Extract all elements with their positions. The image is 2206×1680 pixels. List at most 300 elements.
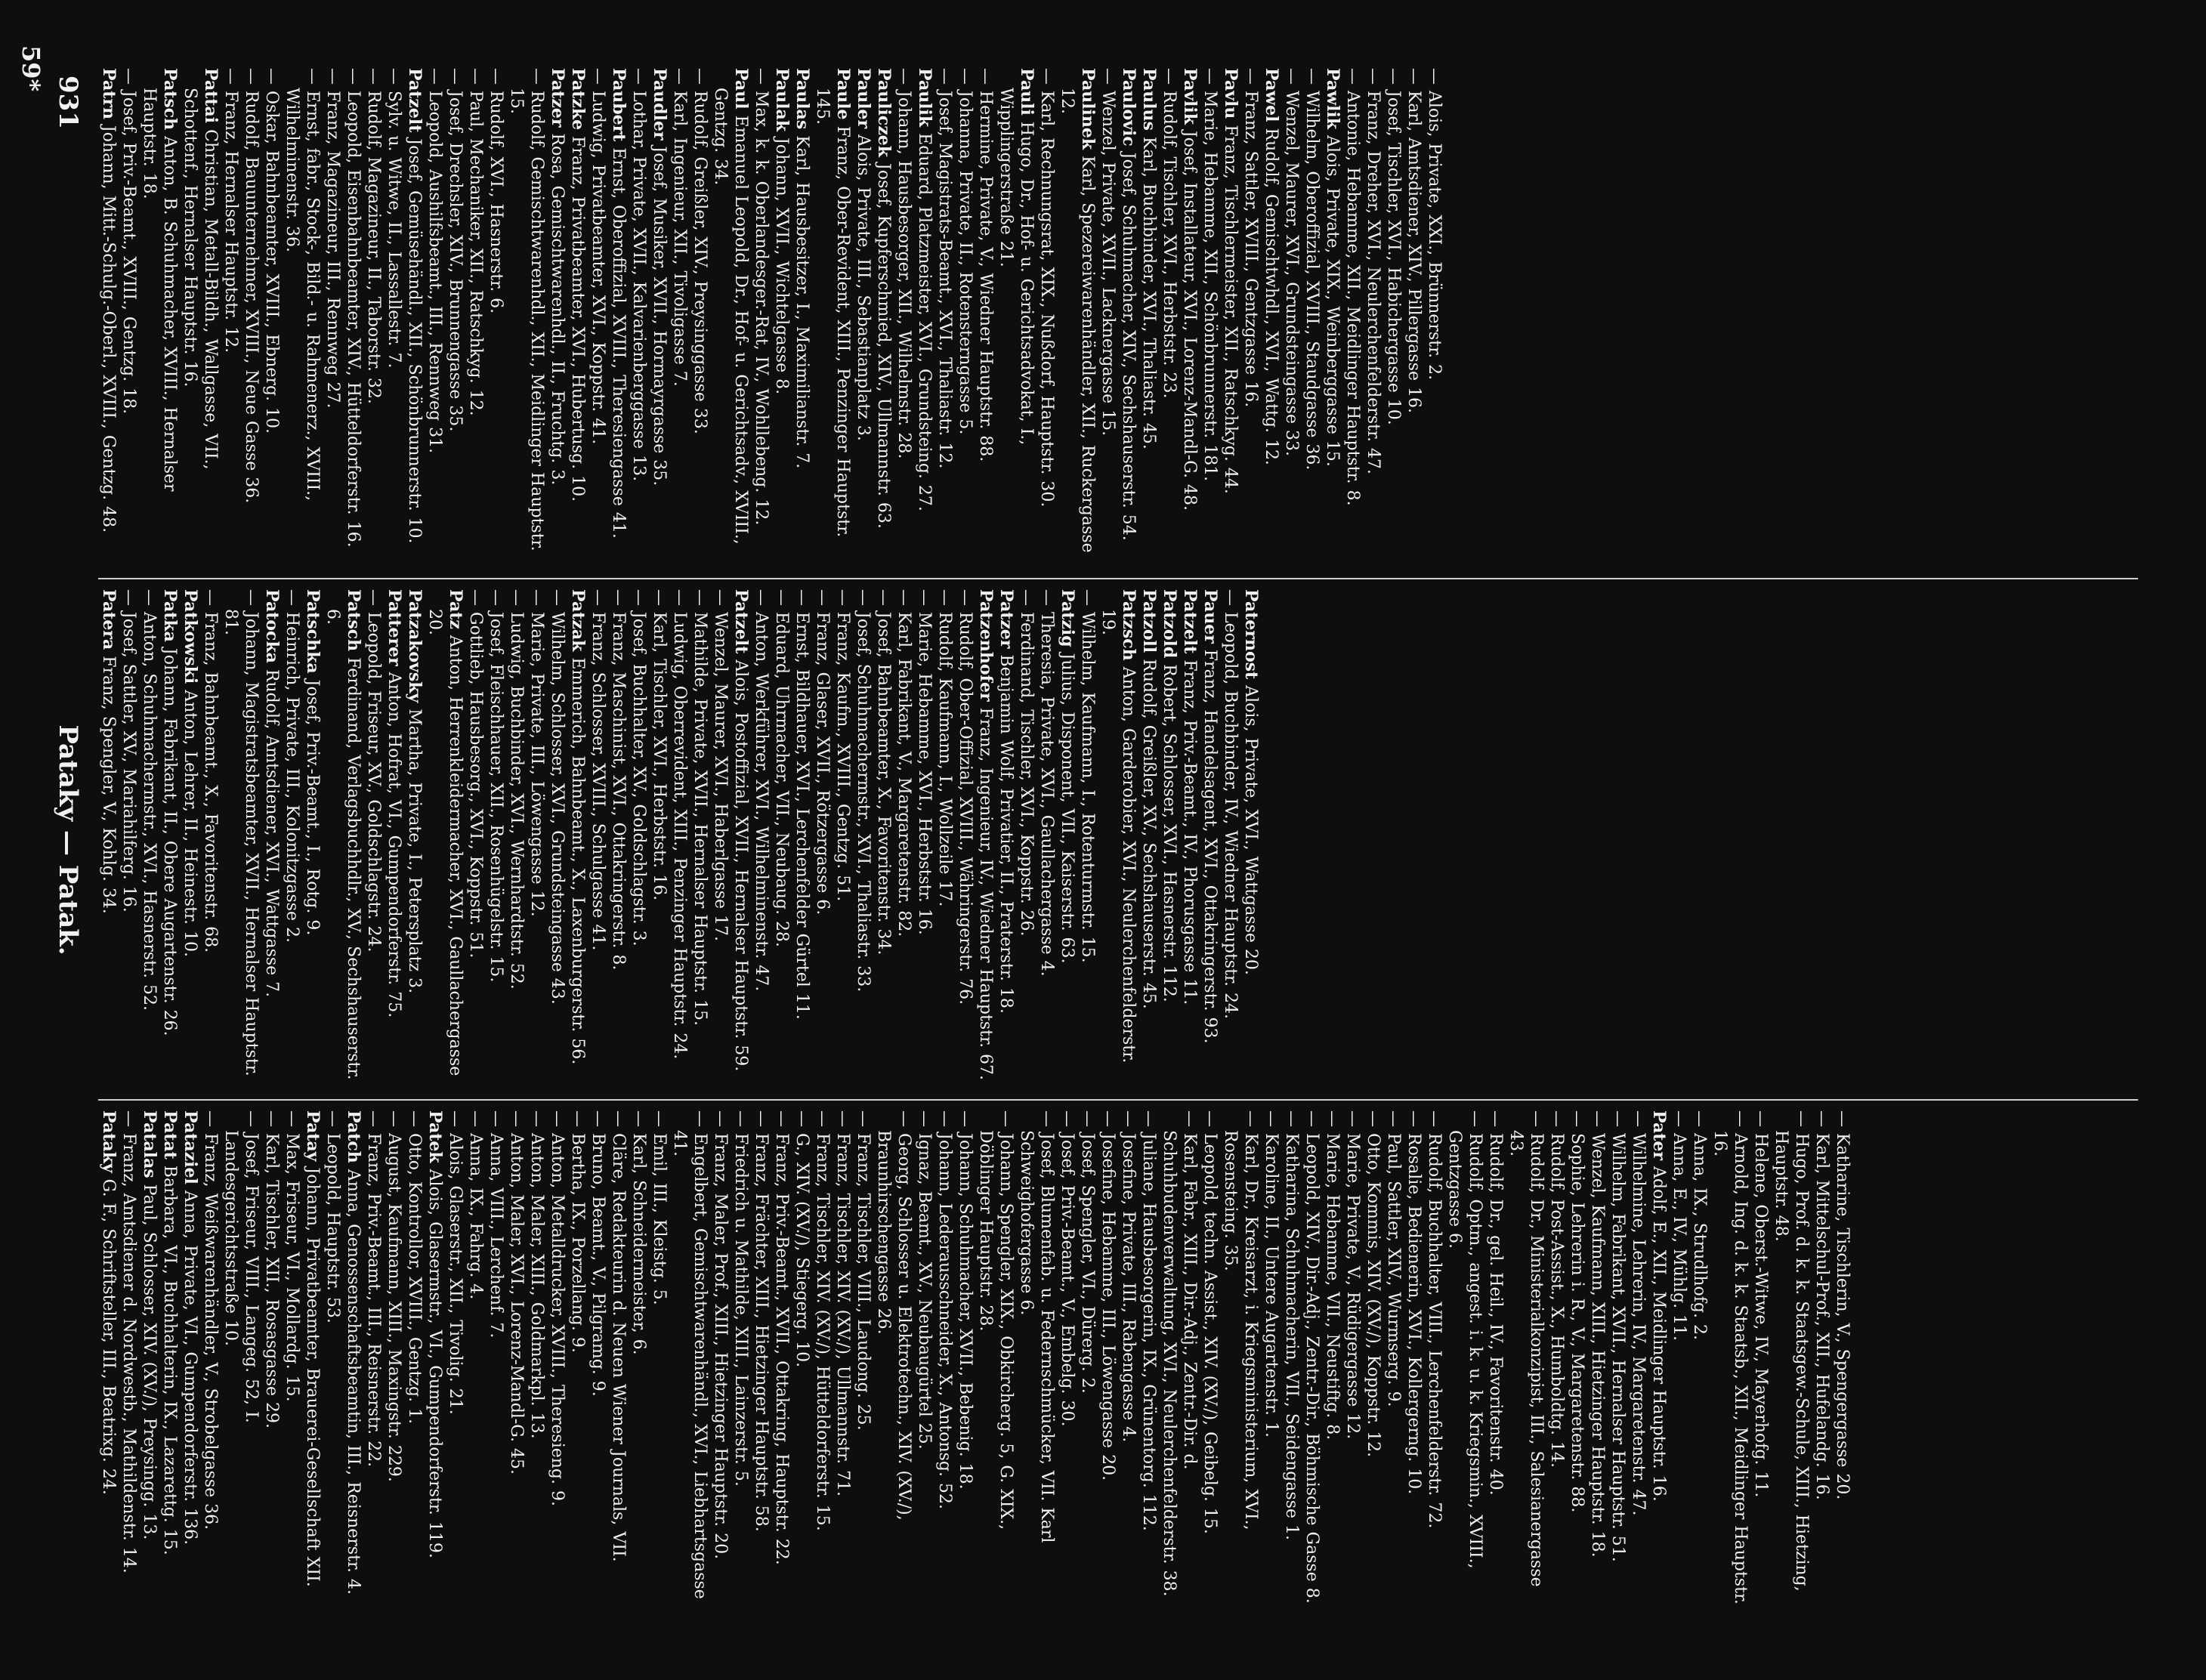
entry-details: Karl, Hausbesitzer, I., Maximilianstr. 7. [792, 135, 811, 469]
directory-entry [465, 589, 486, 1088]
entry-details: Josef, Friseur, VIII., Langeg. 52, I. Landesgerichtsstraße 10. [221, 1130, 261, 1423]
signature-mark: 59* [17, 45, 45, 92]
directory-entry [1587, 1110, 1608, 1609]
entry-details: Josef, Priv.-Beamt., I., Rotg. 9. [303, 679, 322, 936]
directory-entry [1812, 1110, 1832, 1609]
entry-details: Josef, Sattler, XV., Mariahilferg. 16. [119, 612, 138, 913]
entry-dash: — [548, 589, 567, 612]
directory-entry [1771, 1110, 1812, 1609]
entry-details: Karl, Amtsdiener, XIV., Pillergasse 16. [1404, 91, 1423, 413]
entry-details: Ferdinand, Verlagsbuchhdlr., XV., Sechshauserstr. 6. [323, 609, 363, 1080]
directory-entry [1669, 1110, 1689, 1609]
entry-dash: — [568, 1110, 587, 1133]
entry-details: Karl, Tischler, XVI., Herbststr. 16. [650, 612, 669, 901]
directory-entry [343, 1110, 363, 1609]
entry-dash: — [507, 1110, 526, 1133]
entry-details: Cläre, Redakteurin d. Neuen Wiener Journals, VII. [609, 1133, 628, 1562]
entry-details: Katharine, Tischlerin, V., Spengergasse 20. [1833, 1133, 1852, 1500]
entry-dash: — [1262, 1110, 1281, 1133]
directory-entry [486, 68, 506, 567]
directory-entry [221, 1110, 261, 1609]
entry-details: Franz, Hernalser Hauptstr. 12. [221, 91, 240, 354]
entry-details: Hugo, Dr., Hof- u. Gerichtsadvokat, I., Wipplingerstraße 21. [996, 88, 1036, 446]
directory-entry [404, 589, 425, 1088]
entry-dash: — [935, 589, 954, 612]
entry-dash: — [527, 589, 546, 612]
directory-entry [404, 68, 425, 567]
directory-entry [1261, 1110, 1281, 1609]
directory-entry [1240, 589, 1261, 1088]
entry-details: Ludwig, Oberrevident, XIII., Penzinger Hauptstr. 24. [670, 612, 689, 1060]
entry-details: Alois, Glasermstr., VI., Gumpendorferstr. 119. [425, 1169, 444, 1558]
directory-entry [98, 68, 119, 567]
entry-details: Rudolf, Greißler, XV., Sechshauserstr. 45. [1139, 659, 1158, 1009]
directory-entry [669, 1110, 710, 1609]
entry-details: Franz, Magazineur, III., Rennweg 27. [323, 91, 342, 409]
directory-entry [771, 1110, 792, 1609]
entry-details: Wilhelm, Kaufmann, I., Rotenturmstr. 15. [1078, 612, 1097, 963]
directory-entry [221, 68, 241, 567]
entry-details: Ferdinand, Tischler, XVI., Koppstr. 26. [1017, 612, 1036, 937]
entry-dash: — [772, 589, 791, 612]
entry-details: Ludwig, Privatbeamter, XVI., Koppstr. 41. [589, 91, 607, 445]
directory-entry [180, 68, 221, 567]
entry-surname: Paulas [792, 68, 812, 130]
entry-dash: — [1180, 1110, 1199, 1133]
directory-entry [119, 589, 139, 1088]
entry-details: Josef, Tischler, XVI., Habichergasse 10. [1384, 91, 1403, 425]
directory-entry [261, 68, 282, 567]
directory-entry [1077, 1110, 1098, 1609]
entry-dash: — [1078, 589, 1097, 612]
entry-details: Franz, Glaser, XVII., Rötzergasse 6. [813, 612, 832, 916]
entry-details: Lothar, Private, XVII., Kalvarienberggasse 13. [629, 91, 648, 482]
entry-dash: — [976, 68, 995, 91]
entry-details: Oskar, Bahnbeamter, XVIII., Ebnerg. 10. [262, 91, 281, 434]
entry-details: Arnold, Ing. d. k. k. Staatsb., XII., Meidlinger Hauptstr. 16. [1710, 1130, 1750, 1605]
column-3 [98, 1110, 2138, 1609]
entry-surname: Patzelt [731, 589, 751, 654]
directory-entry [731, 589, 751, 1088]
entry-dash: — [650, 1110, 669, 1133]
directory-entry [445, 68, 465, 567]
directory-entry [486, 1110, 506, 1609]
entry-details: Franz, Maschinist, XVI., Ottakringerstr. 8. [609, 612, 628, 971]
entry-details: Josef, Installateur, XVI., Lorenz-Mandl-G. 48. [1180, 130, 1199, 511]
directory-entry [98, 1110, 119, 1609]
directory-entry [343, 68, 363, 567]
entry-details: Rudolf, Gemischtwhdl., XVI., Wattg. 12. [1262, 128, 1281, 465]
entry-dash: — [1731, 1110, 1750, 1133]
entry-surname: Patzelt [405, 68, 425, 133]
entry-surname: Patzke [568, 68, 588, 131]
entry-details: Wilhelm, Oberoffizial, XVIII., Staudgasse 36. [1302, 91, 1321, 471]
entry-details: Josef, Schuhmacher, XIV., Sechshauserstr. 54. [1119, 152, 1138, 541]
directory-entry [751, 589, 771, 1088]
entry-dash: — [629, 68, 648, 91]
entry-dash: — [1833, 1110, 1852, 1133]
directory-entry [996, 589, 1016, 1088]
entry-details: Anton, B. Schuhmacher, XVIII., Hernalser Hauptstr. 18. [140, 88, 179, 492]
entry-surname: Paubert [609, 68, 629, 142]
directory-entry [547, 1110, 567, 1609]
entry-dash: — [1404, 1110, 1423, 1133]
entry-details: Alois, Private, XXI., Brünnerstr. 2. [1425, 91, 1444, 381]
directory-entry [1750, 1110, 1771, 1609]
directory-entry [384, 68, 404, 567]
entry-details: Martha, Private, I., Petersplatz 3. [405, 709, 424, 994]
directory-entry [751, 68, 771, 567]
entry-dash: — [1364, 1110, 1383, 1133]
entry-details: G., XIV. (XV./), Stiegerg. 10. [792, 1133, 811, 1368]
directory-entry [465, 1110, 486, 1609]
directory-entry [1057, 589, 1077, 1088]
directory-entry [1710, 1110, 1750, 1609]
directory-entry [506, 68, 547, 567]
entry-details: Josef, Blumenfab. u. Federnschmücker, VII. Karl Schweighofergasse 6. [1017, 1130, 1056, 1543]
directory-entry [1383, 68, 1404, 567]
entry-dash: — [1302, 68, 1321, 91]
directory-entry [955, 589, 975, 1088]
entry-details: Robert, Schlosser, XVI., Hasnerstr. 112. [1160, 664, 1179, 1002]
entry-dash: — [752, 589, 771, 612]
directory-entry [98, 589, 119, 1088]
directory-entry [1608, 1110, 1628, 1609]
entry-dash: — [1058, 1110, 1077, 1133]
entry-details: Hermine, Private, V., Wiedner Hauptstr. 88. [976, 91, 995, 462]
entry-surname: Patzold [1160, 589, 1179, 659]
directory-entry [1098, 68, 1118, 567]
entry-dash: — [691, 1110, 709, 1133]
entry-dash: — [242, 1110, 261, 1133]
directory-entry [649, 68, 669, 567]
entry-details: Leopold, Buchbinder, IV., Wiedner Hauptstr. 24. [1221, 612, 1240, 1019]
directory-entry [200, 1110, 221, 1609]
entry-dash: — [629, 1110, 648, 1133]
entry-surname: Patch [344, 1110, 363, 1163]
directory-entry [1424, 1110, 1444, 1609]
entry-details: Karl, Schneidermeister, 6. [629, 1133, 648, 1355]
entry-dash: — [1792, 1110, 1811, 1133]
entry-details: Karl, Ingenieur, XII., Tivoligasse 7. [670, 91, 689, 387]
directory-entry [527, 1110, 547, 1609]
directory-entry [1546, 1110, 1567, 1609]
directory-entry [1179, 68, 1200, 567]
directory-entry [1832, 1110, 1852, 1609]
entry-dash: — [1384, 68, 1403, 91]
entry-dash: — [466, 68, 485, 91]
entry-surname: Patschka [303, 589, 323, 674]
entry-details: Franz, Priv.-Beamt., IV., Phorusgasse 11. [1180, 659, 1199, 1005]
entry-surname: Patzer [996, 589, 1016, 649]
entry-surname: Patzoll [1139, 589, 1159, 653]
directory-entry [1159, 1110, 1200, 1609]
entry-dash: — [1241, 1110, 1260, 1133]
directory-entry [159, 589, 180, 1088]
entry-details: Johann, Spengler, XIX., Obkircherg. 5, G. XIX., Döblinger Hauptstr. 28. [976, 1130, 1015, 1530]
entry-details: Emmerich, Bahnbeamt., X., Laxenburgerstr. 56. [568, 657, 587, 1065]
entry-dash: — [1098, 1110, 1117, 1133]
entry-details: Josef, Schuhmachermstr., XVI., Thaliastr. 33. [854, 612, 873, 993]
directory-entry [180, 589, 200, 1088]
entry-details: Josef, Spengler, VI., Dürerg. 2. [1078, 1133, 1097, 1394]
entry-dash: — [996, 1110, 1015, 1133]
entry-dash: — [119, 1110, 138, 1133]
directory-entry [914, 1110, 935, 1609]
entry-details: Rudolf, XVI., Hasnerstr. 6. [487, 91, 505, 314]
entry-dash: — [1098, 68, 1117, 91]
entry-details: Leopold, techn. Assist., XIV. (XV./), Geibelg. 15. [1200, 1133, 1219, 1534]
entry-details: Josef, Musiker, XVII., Hormayrgasse 35. [650, 146, 669, 486]
entry-surname: Pattai [201, 68, 221, 124]
entry-dash: — [119, 589, 138, 612]
directory-entry [547, 589, 567, 1088]
entry-details: Karl, Fabr., XIII., Dir.-Adj., Zentr.-Dir. d. Schuhbudenverwaltung, XVI., Neulerchenfelderstr. 38. [1160, 1130, 1199, 1597]
entry-details: Anna, E., IV., Mühlg. 11. [1670, 1133, 1688, 1342]
directory-entry [547, 68, 567, 567]
entry-dash: — [1404, 68, 1423, 91]
entry-dash: — [813, 589, 832, 612]
entry-details: Gottlieb, Hausbesorg., XVI., Koppstr. 51. [466, 612, 485, 959]
entry-dash: — [915, 1110, 934, 1133]
directory-entry [771, 589, 792, 1088]
entry-dash: — [1078, 1110, 1097, 1133]
entry-surname: Pauli [1017, 68, 1037, 116]
directory-entry [1363, 68, 1383, 567]
entry-dash: — [609, 589, 628, 612]
directory-entry [1342, 1110, 1363, 1609]
entry-dash: — [385, 68, 403, 91]
entry-details: Josef, Fleischhauer, XII., Rosenhügelstr. 15. [487, 612, 505, 983]
entry-details: Rudolf, Amtsdiener, XVI., Wattgasse 7. [262, 669, 281, 998]
entry-surname: Patzig [1058, 589, 1077, 647]
directory-entry [955, 1110, 975, 1609]
entry-dash: — [221, 68, 240, 91]
directory-entry [1689, 1110, 1710, 1609]
entry-dash: — [711, 589, 730, 612]
entry-dash: — [854, 1110, 873, 1133]
entry-details: Katharina, Schuhmacherin, VII., Seidengasse 1. [1282, 1133, 1301, 1541]
entry-surname: Pater [1649, 1110, 1669, 1160]
directory-entry [1220, 589, 1240, 1088]
directory-entry [1200, 68, 1220, 567]
entry-dash: — [1425, 68, 1444, 91]
entry-details: Georg, Schlosser u. Elektrotechn., XIV. (XV./), Braunhirschengasse 26. [874, 1130, 913, 1521]
entry-details: Josef, Priv.-Beamt., V., Embelg. 30. [1058, 1133, 1077, 1427]
entry-details: Leopold, Eisenbahnbeamter, XIV., Hütteldorferstr. 16. [344, 91, 363, 548]
entry-dash: — [711, 1110, 730, 1133]
directory-entry [710, 1110, 731, 1609]
entry-details: Rudolf, Kaufmann, I., Wollzeile 17. [935, 612, 954, 907]
entry-details: Wenzel, Private, XVII., Lacknergasse 15. [1098, 91, 1117, 437]
entry-details: Franz, Ingenieur, IV., Wiedner Hauptstr. 67. [976, 707, 995, 1081]
directory-entry [669, 589, 690, 1088]
directory-entry [955, 68, 975, 567]
directory-entry [690, 589, 710, 1088]
entry-dash: — [1384, 1110, 1403, 1133]
entry-details: Anton, Maler, XVI., Lorenz-Mandl-G. 45. [507, 1133, 526, 1475]
directory-entry [629, 589, 649, 1088]
entry-details: August, Kaufmann, XIII., Maxingstr. 229. [385, 1133, 403, 1482]
column-rule [98, 1099, 2138, 1101]
directory-entry [323, 1110, 343, 1609]
entry-details: Ernst, Bildhauer, XVI., Lerchenfelder Gürtel 11. [792, 612, 811, 1020]
entry-dash: — [201, 1110, 220, 1133]
entry-dash: — [1282, 68, 1301, 91]
entry-dash: — [1751, 1110, 1770, 1133]
directory-entry [629, 1110, 649, 1609]
directory-entry [159, 1110, 180, 1609]
entry-details: Ludwig, Buchbinder, XVI., Wernhardtstr. 52. [507, 612, 526, 990]
entry-surname: Patzak [568, 589, 588, 652]
entry-dash: — [303, 68, 322, 91]
entry-surname: Patz [446, 589, 465, 629]
entry-details: Johann, XVII., Wichtelgasse 8. [772, 137, 791, 395]
entry-details: Rosalie, Bedienerin, XVI., Kollergerng. 10. [1404, 1133, 1423, 1495]
entry-details: Ernst, fabr., Stock-, Bild.- u. Rahmenerz., XVIII., Wilhelminenstr. 36. [283, 88, 322, 502]
entry-surname: Paulak [772, 68, 792, 132]
entry-dash: — [527, 1110, 546, 1133]
directory-entry [425, 68, 445, 567]
entry-details: Ignaz, Beamt., XV., Neubaugürtel 25. [915, 1133, 934, 1450]
entry-surname: Paulik [915, 68, 935, 128]
entry-dash: — [242, 68, 261, 91]
entry-dash: — [242, 589, 261, 612]
entry-details: Marie, Private, V., Rüdigergasse 12. [1343, 1133, 1362, 1440]
entry-details: Anton, Lehrer, II., Heinestr. 10. [181, 690, 199, 957]
directory-entry [1220, 68, 1240, 567]
entry-dash: — [548, 1110, 567, 1133]
entry-details: Antonie, Hebamme, XII., Meidlinger Hauptstr. 8. [1343, 91, 1362, 506]
directory-entry [1281, 68, 1302, 567]
directory-entry [1506, 1110, 1546, 1609]
directory-entry [119, 68, 139, 567]
directory-entry [812, 1110, 833, 1609]
entry-surname: Pavlik [1180, 68, 1200, 125]
entry-details: Johann, Hausbesorger, XII., Wilhelmstr. 28. [894, 91, 913, 459]
entry-dash: — [487, 1110, 505, 1133]
directory-entry [833, 1110, 853, 1609]
entry-dash: — [1588, 1110, 1607, 1133]
directory-entry [975, 68, 996, 567]
entry-surname: Patat [160, 1110, 180, 1160]
directory-entry [221, 589, 261, 1088]
entry-surname: Patalas [140, 1110, 159, 1178]
directory-entry [1322, 1110, 1342, 1609]
entry-details: Alois, Glaserstr., XII., Tivolig. 21. [446, 1133, 465, 1415]
entry-details: Anton, Herrenkleidermacher, XVI., Gaullachergasse 20. [425, 609, 465, 1076]
entry-dash: — [1608, 1110, 1627, 1133]
directory-entry [792, 589, 812, 1088]
directory-entry [1016, 1110, 1057, 1609]
directory-entry [1404, 1110, 1424, 1609]
entry-details: Rudolf, Ober-Offizial, XVIII., Währingerstr. 76. [956, 612, 975, 1005]
entry-details: Karl, Mittelschul-Prof., XII., Hufelandg. 16. [1812, 1133, 1831, 1500]
entry-dash: — [813, 1110, 832, 1133]
directory-entry [690, 68, 710, 567]
entry-dash: — [487, 68, 505, 91]
entry-details: Josef, Bahnbeamter, X., Favoritenstr. 34. [874, 612, 893, 956]
entry-dash: — [1812, 1110, 1831, 1133]
directory-entry [710, 68, 751, 567]
directory-entry [282, 1110, 302, 1609]
directory-entry [873, 589, 894, 1088]
entry-details: Franz, Handelsagent, XVI., Ottakringerstr. 93. [1200, 649, 1219, 1044]
entry-details: Rudolf, Tischler, XVI., Herbststr. 23. [1160, 91, 1179, 399]
entry-dash: — [1241, 68, 1260, 91]
entry-surname: Patsch [344, 589, 363, 652]
entry-details: Christian, Metall-Bildh., Wallgasse, VII., Schottenf., Hernalser Hauptstr. 16. [181, 88, 220, 470]
entry-details: Josef, Drechsler, XIV., Brunnengasse 35. [446, 91, 465, 432]
entry-details: Hugo, Prof. d. k. k. Staatsgew.-Schule, XIII., Hietzing, Hauptstr. 48. [1772, 1130, 1811, 1592]
entry-dash: — [466, 589, 485, 612]
directory-entry [1139, 1110, 1159, 1609]
entry-surname: Patrn [99, 68, 119, 119]
entry-details: Franz, Kaufm., XVIII., Gentzg. 51. [833, 612, 852, 902]
entry-details: Rudolf, Bauunternehmer, XVIII., Neue Gasse 36. [242, 91, 261, 504]
entry-dash: — [609, 1110, 628, 1133]
directory-entry [1383, 1110, 1404, 1609]
entry-dash: — [1200, 1110, 1219, 1133]
entry-dash: — [201, 589, 220, 612]
entry-dash: — [1037, 589, 1056, 612]
directory-entry [914, 589, 935, 1088]
directory-columns [98, 68, 2138, 1617]
entry-details: Alois, Private, III., Sebastianplatz 3. [854, 134, 873, 441]
entry-details: Rudolf, Post-Assist., X., Humboldtg. 14. [1547, 1133, 1566, 1468]
page-header [53, 76, 83, 1604]
directory-entry [1444, 1110, 1485, 1609]
directory-entry [302, 589, 323, 1088]
entry-dash: — [894, 1110, 913, 1133]
entry-dash: — [833, 1110, 852, 1133]
entry-details: Anton, Maler, XIII., Goldmarkpl. 13. [527, 1133, 546, 1439]
entry-details: Anton, Werkführer, XVI., Wilhelminenstr. 47. [752, 612, 771, 992]
directory-entry [506, 589, 527, 1088]
directory-entry [812, 589, 833, 1088]
entry-dash: — [915, 589, 934, 612]
directory-entry [425, 1110, 445, 1609]
entry-details: Alois, Private, XVI., Wattgasse 20. [1241, 685, 1260, 975]
entry-details: Franz, Priv.-Beamt., III., Reisnerstr. 22. [364, 1133, 383, 1468]
entry-dash: — [1629, 1110, 1648, 1133]
entry-dash: — [1690, 1110, 1709, 1133]
directory-entry [1118, 1110, 1139, 1609]
entry-dash: — [527, 68, 546, 91]
entry-details: Franz, Maler, Prof., XIII., Hietzinger Hauptstr. 20. [711, 1133, 730, 1560]
directory-entry [1179, 589, 1200, 1088]
entry-details: Johann, Schuhmacher, XVII., Bebenig. 18. [956, 1133, 975, 1490]
entry-dash: — [1568, 1110, 1587, 1133]
entry-dash: — [589, 1110, 607, 1133]
directory-entry [139, 68, 180, 567]
directory-entry [1037, 589, 1057, 1088]
directory-entry [445, 1110, 465, 1609]
entry-surname: Paulovic [1119, 68, 1139, 147]
entry-details: Wilhelm, Schlosser, XVI., Grundsteingasse 43. [548, 612, 567, 1005]
entry-details: Karl, Rechnungsrat, XIX., Nußdorf, Hauptstr. 30. [1037, 91, 1056, 508]
entry-dash: — [1302, 1110, 1321, 1133]
entry-dash: — [487, 589, 505, 612]
directory-entry [853, 1110, 873, 1609]
directory-entry [1159, 589, 1179, 1088]
directory-entry [608, 589, 629, 1088]
entry-details: Adolf, E., XII., Meidlinger Hauptstr. 16. [1649, 1166, 1668, 1502]
running-head: Pataky — Patak. [53, 724, 83, 956]
entry-dash: — [344, 68, 363, 91]
entry-surname: Paudler [650, 68, 669, 141]
entry-details: Franz, Dreher, XVI., Neulerchenfelderstr. 47. [1364, 91, 1383, 475]
